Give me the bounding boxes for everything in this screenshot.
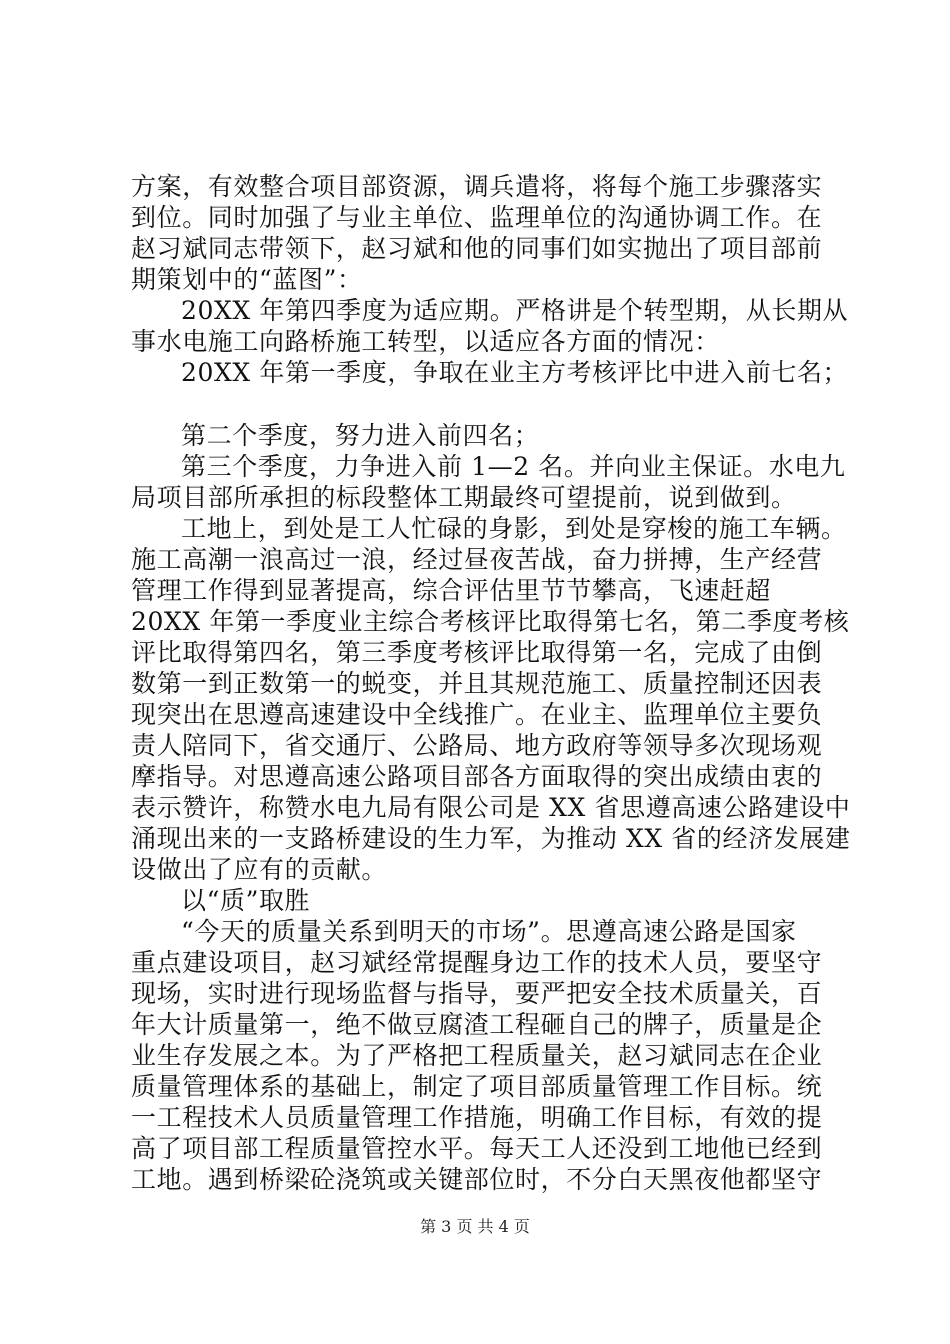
body-text-line: 重点建设项目，赵习斌经常提醒身边工作的技术人员，要坚守 bbox=[131, 948, 823, 977]
body-text-line: 期策划中的“蓝图”： bbox=[131, 265, 363, 294]
body-text-line: 责人陪同下，省交通厅、公路局、地方政府等领导多次现场观 bbox=[131, 731, 823, 760]
body-text-line: 现突出在思遵高速建设中全线推广。在业主、监理单位主要负 bbox=[131, 700, 823, 729]
page-number-footer: 第 3 页 共 4 页 bbox=[420, 1217, 530, 1236]
body-text-line: 第三个季度，力争进入前 1—2 名。并向业主保证。水电九 bbox=[181, 452, 846, 481]
body-text-line: 管理工作得到显著提高，综合评估里节节攀高，飞速赶超 bbox=[131, 576, 772, 605]
body-text-line: 设做出了应有的贡献。 bbox=[131, 855, 388, 884]
body-text-line: 业生存发展之本。为了严格把工程质量关，赵习斌同志在企业 bbox=[131, 1041, 823, 1070]
body-text-line: 评比取得第四名，第三季度考核评比取得第一名，完成了由倒 bbox=[131, 638, 823, 667]
body-text-line: 施工高潮一浪高过一浪，经过昼夜苦战，奋力拼搏，生产经营 bbox=[131, 545, 823, 574]
body-text-line: 年大计质量第一，绝不做豆腐渣工程砸自己的牌子，质量是企 bbox=[131, 1010, 823, 1039]
body-text-line: 工地。遇到桥梁砼浇筑或关键部位时，不分白天黑夜他都坚守 bbox=[131, 1165, 823, 1194]
body-text-line: 局项目部所承担的标段整体工期最终可望提前，说到做到。 bbox=[131, 483, 797, 512]
body-text-line: 第二个季度，努力进入前四名； bbox=[181, 421, 540, 450]
body-text-line: 20XX 年第一季度业主综合考核评比取得第七名，第二季度考核 bbox=[131, 607, 850, 636]
body-text-line: 质量管理体系的基础上，制定了项目部质量管理工作目标。统 bbox=[131, 1072, 823, 1101]
body-text-line: 工地上，到处是工人忙碌的身影，到处是穿梭的施工车辆。 bbox=[181, 514, 847, 543]
body-text-line: 涌现出来的一支路桥建设的生力军，为推动 XX 省的经济发展建 bbox=[131, 824, 851, 853]
body-text-line: 方案，有效整合项目部资源，调兵遣将，将每个施工步骤落实 bbox=[131, 172, 823, 201]
body-text-line: 表示赞许，称赞水电九局有限公司是 XX 省思遵高速公路建设中 bbox=[131, 793, 851, 822]
body-text-line: 一工程技术人员质量管理工作措施，明确工作目标，有效的提 bbox=[131, 1103, 823, 1132]
body-text-line: 摩指导。对思遵高速公路项目部各方面取得的突出成绩由衷的 bbox=[131, 762, 823, 791]
body-text-line: 事水电施工向路桥施工转型，以适应各方面的情况： bbox=[131, 327, 720, 356]
body-text-line: 到位。同时加强了与业主单位、监理单位的沟通协调工作。在 bbox=[131, 203, 823, 232]
body-text-line: 20XX 年第四季度为适应期。严格讲是个转型期，从长期从 bbox=[181, 296, 849, 325]
body-text-line: 赵习斌同志带领下，赵习斌和他的同事们如实抛出了项目部前 bbox=[131, 234, 823, 263]
body-text-line: 现场，实时进行现场监督与指导，要严把安全技术质量关，百 bbox=[131, 979, 823, 1008]
body-text-line: 20XX 年第一季度，争取在业主方考核评比中进入前七名； bbox=[181, 358, 849, 387]
body-text-line: “今天的质量关系到明天的市场”。思遵高速公路是国家 bbox=[181, 917, 797, 946]
body-text-line: 高了项目部工程质量管控水平。每天工人还没到工地他已经到 bbox=[131, 1134, 823, 1163]
body-text-line: 数第一到正数第一的蜕变，并且其规范施工、质量控制还因表 bbox=[131, 669, 823, 698]
section-heading: 以“质”取胜 bbox=[181, 886, 311, 915]
